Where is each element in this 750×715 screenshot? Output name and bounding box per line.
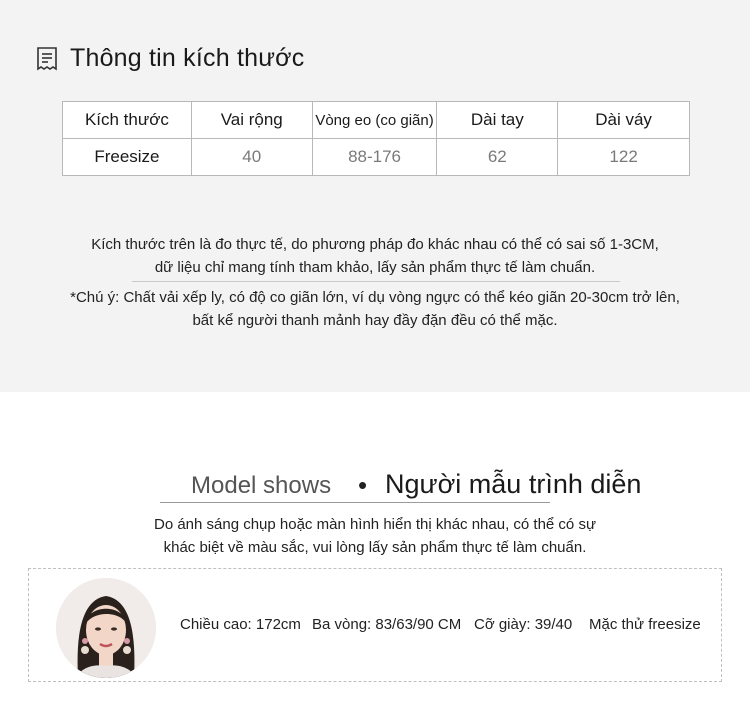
model-avatar bbox=[56, 578, 156, 678]
measurement-note-line1: Kích thước trên là đo thực tế, do phương pháp đo khác nhau có thể có sai số 1-3CM, bbox=[91, 236, 659, 253]
model-shoe-size: Cỡ giày: 39/40 bbox=[474, 616, 573, 633]
note-divider bbox=[132, 281, 620, 282]
fabric-note-line1: *Chú ý: Chất vải xếp ly, có độ co giãn lớn, ví dụ vòng ngực có thể kéo giãn 20-30cm trở lên, bbox=[70, 289, 680, 306]
cell-shoulder: 40 bbox=[191, 139, 312, 176]
section-title-text: Thông tin kích thước bbox=[70, 44, 305, 72]
receipt-list-icon bbox=[36, 47, 58, 71]
cell-size: Freesize bbox=[63, 139, 192, 176]
model-heading-separator: • bbox=[358, 470, 368, 500]
color-disclaimer bbox=[0, 513, 750, 559]
header-shoulder: Vai rộng bbox=[191, 102, 312, 139]
header-size: Kích thước bbox=[63, 102, 192, 139]
model-heading-vn: Người mẫu trình diễn bbox=[385, 469, 642, 499]
color-disclaimer-line2: khác biệt về màu sắc, vui lòng lấy sản phẩm thực tế làm chuẩn. bbox=[163, 539, 587, 556]
size-table-header-row bbox=[63, 102, 690, 139]
cell-dress-length: 122 bbox=[558, 139, 690, 176]
size-table-row bbox=[63, 139, 690, 176]
header-sleeve-length: Dài tay bbox=[437, 102, 558, 139]
model-height: Chiều cao: 172cm bbox=[180, 616, 301, 633]
measurement-note bbox=[0, 233, 750, 279]
model-heading-underline bbox=[160, 502, 550, 503]
cell-waist: 88-176 bbox=[312, 139, 437, 176]
section-title bbox=[36, 44, 304, 73]
cell-sleeve-length: 62 bbox=[437, 139, 558, 176]
fabric-note-line2: bất kể người thanh mảnh hay đầy đặn đều có thể mặc. bbox=[192, 312, 558, 329]
model-measurements: Ba vòng: 83/63/90 CM bbox=[312, 616, 462, 633]
model-fit-size: Mặc thử freesize bbox=[589, 616, 701, 633]
size-table bbox=[62, 101, 690, 176]
header-waist: Vòng eo (co giãn) bbox=[312, 102, 437, 139]
measurement-note-line2: dữ liệu chỉ mang tính tham khảo, lấy sản phẩm thực tế làm chuẩn. bbox=[154, 259, 596, 276]
fabric-note bbox=[0, 286, 750, 332]
header-dress-length: Dài váy bbox=[558, 102, 690, 139]
model-heading-en: Model shows bbox=[191, 472, 332, 499]
model-portrait-image bbox=[56, 578, 156, 678]
color-disclaimer-line1: Do ánh sáng chụp hoặc màn hình hiển thị khác nhau, có thể có sự bbox=[153, 516, 596, 533]
